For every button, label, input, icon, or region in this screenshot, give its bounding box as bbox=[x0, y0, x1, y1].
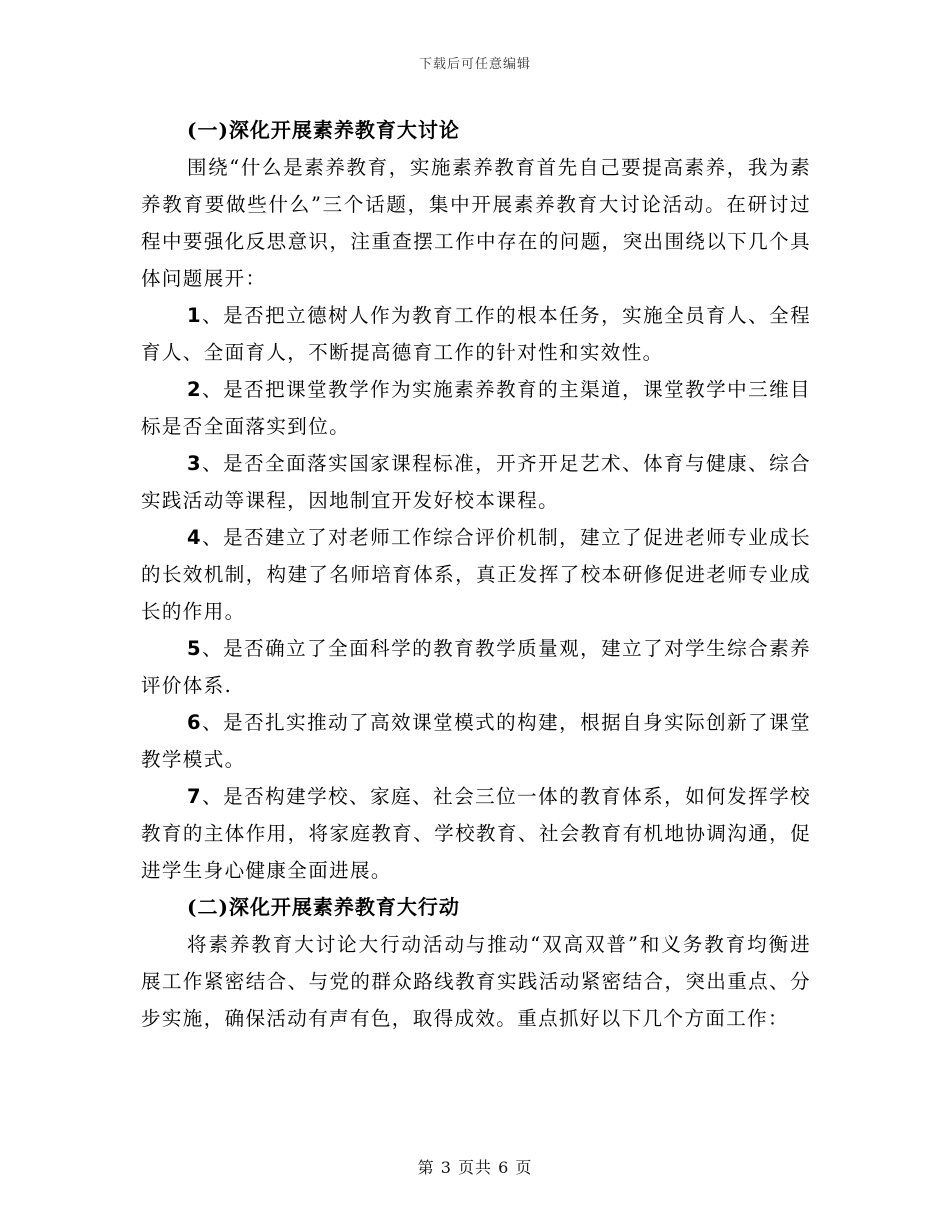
header-note: 下载后可任意编辑 bbox=[418, 57, 531, 72]
item-text: 、是否把课堂教学作为实施素养教育的主渠道，课堂教学中三维目标是否全面落实到位。 bbox=[141, 378, 811, 438]
item-number: 2 bbox=[187, 378, 202, 401]
item-number: 4 bbox=[187, 526, 202, 549]
list-item-7 bbox=[141, 778, 811, 889]
list-item-5 bbox=[141, 630, 811, 704]
item-text: 、是否建立了对老师工作综合评价机制，建立了促进老师专业成长的长效机制，构建了名师培育体系，真正发挥了校本研修促进老师专业成长的作用。 bbox=[141, 526, 811, 623]
document-body bbox=[141, 112, 811, 1037]
list-item-1 bbox=[141, 297, 811, 371]
item-text: 、是否扎实推动了高效课堂模式的构建，根据自身实际创新了课堂教学模式。 bbox=[141, 711, 811, 771]
item-number: 5 bbox=[187, 637, 202, 660]
item-text: 、是否全面落实国家课程标准，开齐开足艺术、体育与健康、综合实践活动等课程，因地制宜开发好校本课程。 bbox=[141, 452, 811, 512]
item-text: 、是否确立了全面科学的教育教学质量观，建立了对学生综合素养评价体系. bbox=[141, 637, 811, 697]
list-item-2 bbox=[141, 371, 811, 445]
item-number: 6 bbox=[187, 711, 202, 734]
item-text: 、是否把立德树人作为教育工作的根本任务，实施全员育人、全程育人、全面育人，不断提高德育工作的针对性和实效性。 bbox=[141, 304, 811, 364]
page-footer: 第 3 页共 6 页 bbox=[417, 1158, 533, 1177]
list-item-4 bbox=[141, 519, 811, 630]
list-item-6 bbox=[141, 704, 811, 778]
item-number: 7 bbox=[187, 785, 202, 808]
item-number: 1 bbox=[187, 304, 202, 327]
list-item-3 bbox=[141, 445, 811, 519]
item-text: 、是否构建学校、家庭、社会三位一体的教育体系，如何发挥学校教育的主体作用，将家庭教育、学校教育、社会教育有机地协调沟通，促进学生身心健康全面进展。 bbox=[141, 785, 811, 882]
item-number: 3 bbox=[187, 452, 202, 475]
section1-heading: (一)深化开展素养教育大讨论 bbox=[187, 118, 460, 142]
section2-heading: (二)深化开展素养教育大行动 bbox=[187, 895, 460, 919]
section1-intro: 围绕“什么是素养教育，实施素养教育首先自己要提高素养，我为素养教育要做些什么”三个话题，集中开展素养教育大讨论活动。在研讨过程中要强化反思意识，注重查摆工作中存在的问题，突出围绕以下几个具体问题展开： bbox=[141, 156, 811, 290]
section2-intro: 将素养教育大讨论大行动活动与推动“双高双普”和义务教育均衡进展工作紧密结合、与党的群众路线教育实践活动紧密结合，突出重点、分步实施，确保活动有声有色，取得成效。重点抓好以下几个方面工作： bbox=[141, 933, 811, 1030]
